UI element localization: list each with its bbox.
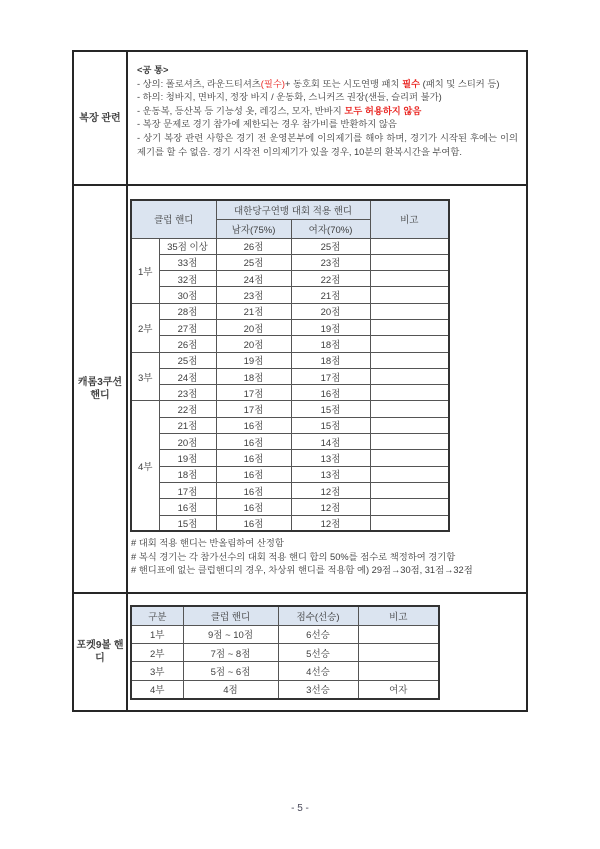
carom-table-row: [131, 336, 449, 352]
text-segment: - 복장 문제로 경기 참가에 제한되는 경우 참가비를 반환하지 않음: [137, 119, 397, 130]
note-cell: [358, 625, 439, 643]
carom-table-row: [131, 482, 449, 498]
footnote-line: # 복식 경기는 각 참가선수의 대회 적용 핸디 합의 50%를 점수로 책정하여 경기함: [131, 551, 456, 562]
carom-table-row: [131, 303, 449, 319]
male-handicap-cell: 16점: [216, 499, 291, 515]
pocket-content: [128, 594, 526, 710]
male-handicap-cell: 16점: [216, 466, 291, 482]
female-handicap-cell: 25점: [291, 238, 370, 254]
text-segment: - 운동복, 등산복 등 기능성 옷, 레깅스, 모자, 반바지: [137, 105, 345, 116]
club-handicap-cell: 15점: [159, 515, 216, 531]
dress-code-lines: [137, 78, 518, 160]
note-cell: [370, 434, 449, 450]
text-segment: - 상기 복장 관련 사항은 경기 전 운영본부에 이의제기를 해야 하며, 경기가 시작된 후에는 이의제기를 할 수 없음. 경기 시작전 이의제기가 있을 경우, 10분의 환복시간을 부여함.: [137, 132, 518, 157]
note-cell: 여자: [358, 680, 439, 698]
male-handicap-cell: 20점: [216, 336, 291, 352]
club-handicap-cell: 25점: [159, 352, 216, 368]
pocket-header-cell: 클럽 핸디: [183, 606, 278, 625]
female-handicap-cell: 20점: [291, 303, 370, 319]
female-handicap-cell: 13점: [291, 466, 370, 482]
division-cell: 3부: [131, 352, 159, 401]
division-cell: 4부: [131, 401, 159, 531]
carom-table-row: [131, 238, 449, 254]
club-handicap-cell: 24점: [159, 368, 216, 384]
carom-table-body: [131, 238, 449, 531]
pocket-handicap-table: [130, 605, 440, 700]
text-segment: - 하의: 청바지, 면바지, 정장 바지 / 운동화, 스니커즈 권장(샌들, 슬리퍼 불가): [137, 92, 442, 103]
female-handicap-cell: 18점: [291, 352, 370, 368]
male-handicap-cell: 24점: [216, 271, 291, 287]
carom-header-club: 클럽 핸디: [131, 200, 216, 238]
male-handicap-cell: 16점: [216, 450, 291, 466]
note-cell: [370, 287, 449, 303]
carom-header-male: 남자(75%): [216, 219, 291, 238]
club-handicap-cell: 21점: [159, 417, 216, 433]
text-segment: - 상의: 폴로셔츠, 라운드티셔츠: [137, 78, 261, 89]
carom-table-row: [131, 319, 449, 335]
club-handicap-cell: 27점: [159, 319, 216, 335]
carom-table-row: [131, 352, 449, 368]
carom-handicap-table: [130, 199, 450, 532]
female-handicap-cell: 16점: [291, 385, 370, 401]
carom-table-row: [131, 271, 449, 287]
score-cell: 6선승: [278, 625, 358, 643]
page-number: - 5 -: [291, 803, 309, 814]
note-cell: [370, 417, 449, 433]
female-handicap-cell: 17점: [291, 368, 370, 384]
division-cell: 2부: [131, 643, 183, 661]
club-handicap-cell: 5점 ~ 6점: [183, 662, 278, 680]
dress-code-line: [137, 105, 518, 119]
division-cell: 3부: [131, 662, 183, 680]
note-cell: [370, 466, 449, 482]
note-cell: [370, 499, 449, 515]
score-cell: 5선승: [278, 643, 358, 661]
female-handicap-cell: 23점: [291, 254, 370, 270]
pocket-table-header: [131, 606, 439, 625]
female-handicap-cell: 22점: [291, 271, 370, 287]
text-segment: (패치 및 스티커 등): [420, 78, 500, 89]
male-handicap-cell: 21점: [216, 303, 291, 319]
dress-code-line: [137, 78, 518, 92]
carom-table-row: [131, 515, 449, 531]
pocket-row-label: 포켓9볼 핸디: [74, 594, 128, 710]
female-handicap-cell: 15점: [291, 401, 370, 417]
pocket-table-row: [131, 625, 439, 643]
female-handicap-cell: 13점: [291, 450, 370, 466]
female-handicap-cell: 12점: [291, 482, 370, 498]
female-handicap-cell: 18점: [291, 336, 370, 352]
pocket-header-cell: 비고: [358, 606, 439, 625]
score-cell: 4선승: [278, 662, 358, 680]
club-handicap-cell: 16점: [159, 499, 216, 515]
division-cell: 4부: [131, 680, 183, 698]
club-handicap-cell: 20점: [159, 434, 216, 450]
note-cell: [370, 515, 449, 531]
pocket-table-header-row: [131, 606, 439, 625]
club-handicap-cell: 28점: [159, 303, 216, 319]
male-handicap-cell: 16점: [216, 417, 291, 433]
female-handicap-cell: 21점: [291, 287, 370, 303]
dress-code-line: [137, 91, 518, 105]
carom-table-row: [131, 254, 449, 270]
club-handicap-cell: 22점: [159, 401, 216, 417]
carom-footnotes: [131, 537, 526, 577]
club-handicap-cell: 35점 이상: [159, 238, 216, 254]
carom-content: [128, 186, 526, 592]
club-handicap-cell: 19점: [159, 450, 216, 466]
carom-header-female: 여자(70%): [291, 219, 370, 238]
male-handicap-cell: 25점: [216, 254, 291, 270]
note-cell: [370, 336, 449, 352]
female-handicap-cell: 12점: [291, 499, 370, 515]
carom-table-row: [131, 499, 449, 515]
male-handicap-cell: 16점: [216, 482, 291, 498]
dress-code-line: [137, 118, 518, 132]
male-handicap-cell: 19점: [216, 352, 291, 368]
club-handicap-cell: 32점: [159, 271, 216, 287]
female-handicap-cell: 19점: [291, 319, 370, 335]
rules-table: [72, 50, 528, 712]
carom-table-row: [131, 434, 449, 450]
note-cell: [358, 643, 439, 661]
note-cell: [370, 303, 449, 319]
carom-table-row: [131, 287, 449, 303]
carom-table-row: [131, 466, 449, 482]
carom-table-row: [131, 450, 449, 466]
pocket-handicap-row: [74, 594, 526, 710]
carom-header-note: 비고: [370, 200, 449, 238]
carom-handicap-row: [74, 186, 526, 594]
carom-header-row-1: [131, 200, 449, 219]
dress-code-content: [128, 52, 526, 184]
dress-code-line: [137, 132, 518, 159]
club-handicap-cell: 33점: [159, 254, 216, 270]
dress-code-row: [74, 52, 526, 186]
club-handicap-cell: 4점: [183, 680, 278, 698]
highlighted-text: 모두 허용하지 않음: [344, 105, 422, 116]
common-heading: <공 통>: [137, 65, 169, 75]
male-handicap-cell: 18점: [216, 368, 291, 384]
female-handicap-cell: 14점: [291, 434, 370, 450]
dress-code-row-label: 복장 관련: [74, 52, 128, 184]
club-handicap-cell: 23점: [159, 385, 216, 401]
note-cell: [370, 385, 449, 401]
club-handicap-cell: 30점: [159, 287, 216, 303]
male-handicap-cell: 17점: [216, 385, 291, 401]
female-handicap-cell: 12점: [291, 515, 370, 531]
division-cell: 1부: [131, 238, 159, 303]
pocket-header-cell: 구분: [131, 606, 183, 625]
club-handicap-cell: 9점 ~ 10점: [183, 625, 278, 643]
highlighted-text: 필수: [402, 78, 421, 89]
score-cell: 3선승: [278, 680, 358, 698]
club-handicap-cell: 26점: [159, 336, 216, 352]
footnote-line: # 대회 적용 핸디는 반올림하여 산정함: [131, 538, 284, 549]
male-handicap-cell: 17점: [216, 401, 291, 417]
club-handicap-cell: 17점: [159, 482, 216, 498]
club-handicap-cell: 18점: [159, 466, 216, 482]
carom-table-row: [131, 401, 449, 417]
division-cell: 1부: [131, 625, 183, 643]
carom-table-header: [131, 200, 449, 238]
male-handicap-cell: 26점: [216, 238, 291, 254]
pocket-header-cell: 점수(선승): [278, 606, 358, 625]
pocket-table-row: [131, 662, 439, 680]
female-handicap-cell: 15점: [291, 417, 370, 433]
pocket-table-row: [131, 643, 439, 661]
club-handicap-cell: 7점 ~ 8점: [183, 643, 278, 661]
text-segment: + 동호회 또는 시도연맹 패치: [284, 78, 403, 89]
male-handicap-cell: 16점: [216, 434, 291, 450]
carom-table-row: [131, 385, 449, 401]
carom-row-label: 캐롬3쿠션 핸디: [74, 186, 128, 592]
carom-header-federation: 대한당구연맹 대회 적용 핸디: [216, 200, 370, 219]
pocket-table-row: [131, 680, 439, 698]
highlighted-text: (필수): [260, 78, 285, 89]
note-cell: [370, 352, 449, 368]
footnote-line: # 핸디표에 없는 클럽핸디의 경우, 차상위 핸디를 적용함 예) 29점→30점, 31점→32점: [131, 565, 473, 576]
note-cell: [358, 662, 439, 680]
pocket-table-body: [131, 625, 439, 699]
note-cell: [370, 482, 449, 498]
note-cell: [370, 401, 449, 417]
note-cell: [370, 319, 449, 335]
male-handicap-cell: 20점: [216, 319, 291, 335]
carom-table-row: [131, 417, 449, 433]
note-cell: [370, 271, 449, 287]
note-cell: [370, 450, 449, 466]
male-handicap-cell: 16점: [216, 515, 291, 531]
carom-table-row: [131, 368, 449, 384]
note-cell: [370, 254, 449, 270]
note-cell: [370, 238, 449, 254]
male-handicap-cell: 23점: [216, 287, 291, 303]
note-cell: [370, 368, 449, 384]
division-cell: 2부: [131, 303, 159, 352]
